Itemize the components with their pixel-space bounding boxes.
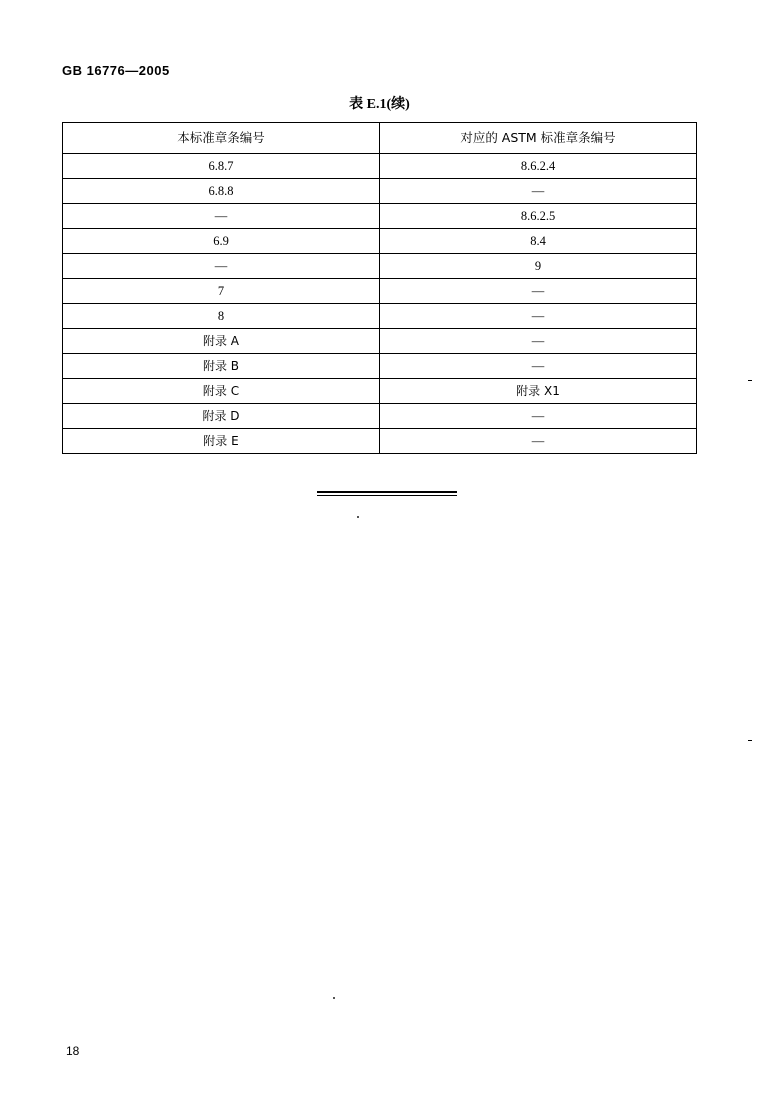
cell-clause-astm: 8.6.2.4 xyxy=(380,154,697,179)
table-container xyxy=(62,122,697,454)
table-row xyxy=(63,254,697,279)
table-header-cell-2: 对应的 ASTM 标准章条编号 xyxy=(380,123,697,154)
standard-code-header: GB 16776—2005 xyxy=(62,63,170,78)
table-row xyxy=(63,379,697,404)
cell-clause-astm: 附录 X1 xyxy=(380,379,697,404)
table-row xyxy=(63,279,697,304)
table-row xyxy=(63,304,697,329)
page-number: 18 xyxy=(66,1044,80,1058)
cell-clause-local: 6.8.8 xyxy=(63,179,380,204)
table-row xyxy=(63,179,697,204)
cell-clause-astm: — xyxy=(380,329,697,354)
table-row xyxy=(63,354,697,379)
cell-clause-local: 附录 B xyxy=(63,354,380,379)
cell-clause-local: 附录 A xyxy=(63,329,380,354)
table-row xyxy=(63,404,697,429)
margin-tick-mark xyxy=(748,380,752,381)
cell-clause-local: 附录 D xyxy=(63,404,380,429)
table-row xyxy=(63,329,697,354)
cell-clause-astm: — xyxy=(531,434,545,448)
section-end-rule xyxy=(317,491,457,493)
table-header-row xyxy=(63,123,697,154)
table-header-cell-1: 本标准章条编号 xyxy=(63,123,380,154)
cell-clause-astm: — xyxy=(380,404,697,429)
table-row xyxy=(63,154,697,179)
cell-clause-astm: 8.4 xyxy=(380,229,697,254)
stray-mark xyxy=(333,997,335,999)
table-row xyxy=(63,204,697,229)
stray-mark xyxy=(357,516,359,518)
cell-clause-local: 6.9 xyxy=(63,229,380,254)
cell-clause-astm: — xyxy=(380,279,697,304)
cell-clause-local: 8 xyxy=(63,304,380,329)
table-row xyxy=(63,429,697,454)
cell-clause-local: — xyxy=(63,254,380,279)
cell-clause-astm: 8.6.2.5 xyxy=(380,204,697,229)
cell-clause-local: — xyxy=(63,204,380,229)
cell-clause-local: 7 xyxy=(63,279,380,304)
cell-clause-local: 6.8.7 xyxy=(63,154,380,179)
table-caption: 表 E.1(续) xyxy=(349,97,410,112)
cell-clause-astm: — xyxy=(380,354,697,379)
cell-clause-astm: — xyxy=(380,179,697,204)
cell-clause-local: 附录 C xyxy=(63,379,380,404)
margin-tick-mark xyxy=(748,740,752,741)
cell-clause-astm: 9 xyxy=(380,254,697,279)
cell-clause-astm: — xyxy=(380,304,697,329)
section-end-rule-thin xyxy=(317,495,457,496)
comparison-table xyxy=(62,122,697,454)
cell-clause-local: 附录 E xyxy=(63,429,380,454)
table-row xyxy=(63,229,697,254)
